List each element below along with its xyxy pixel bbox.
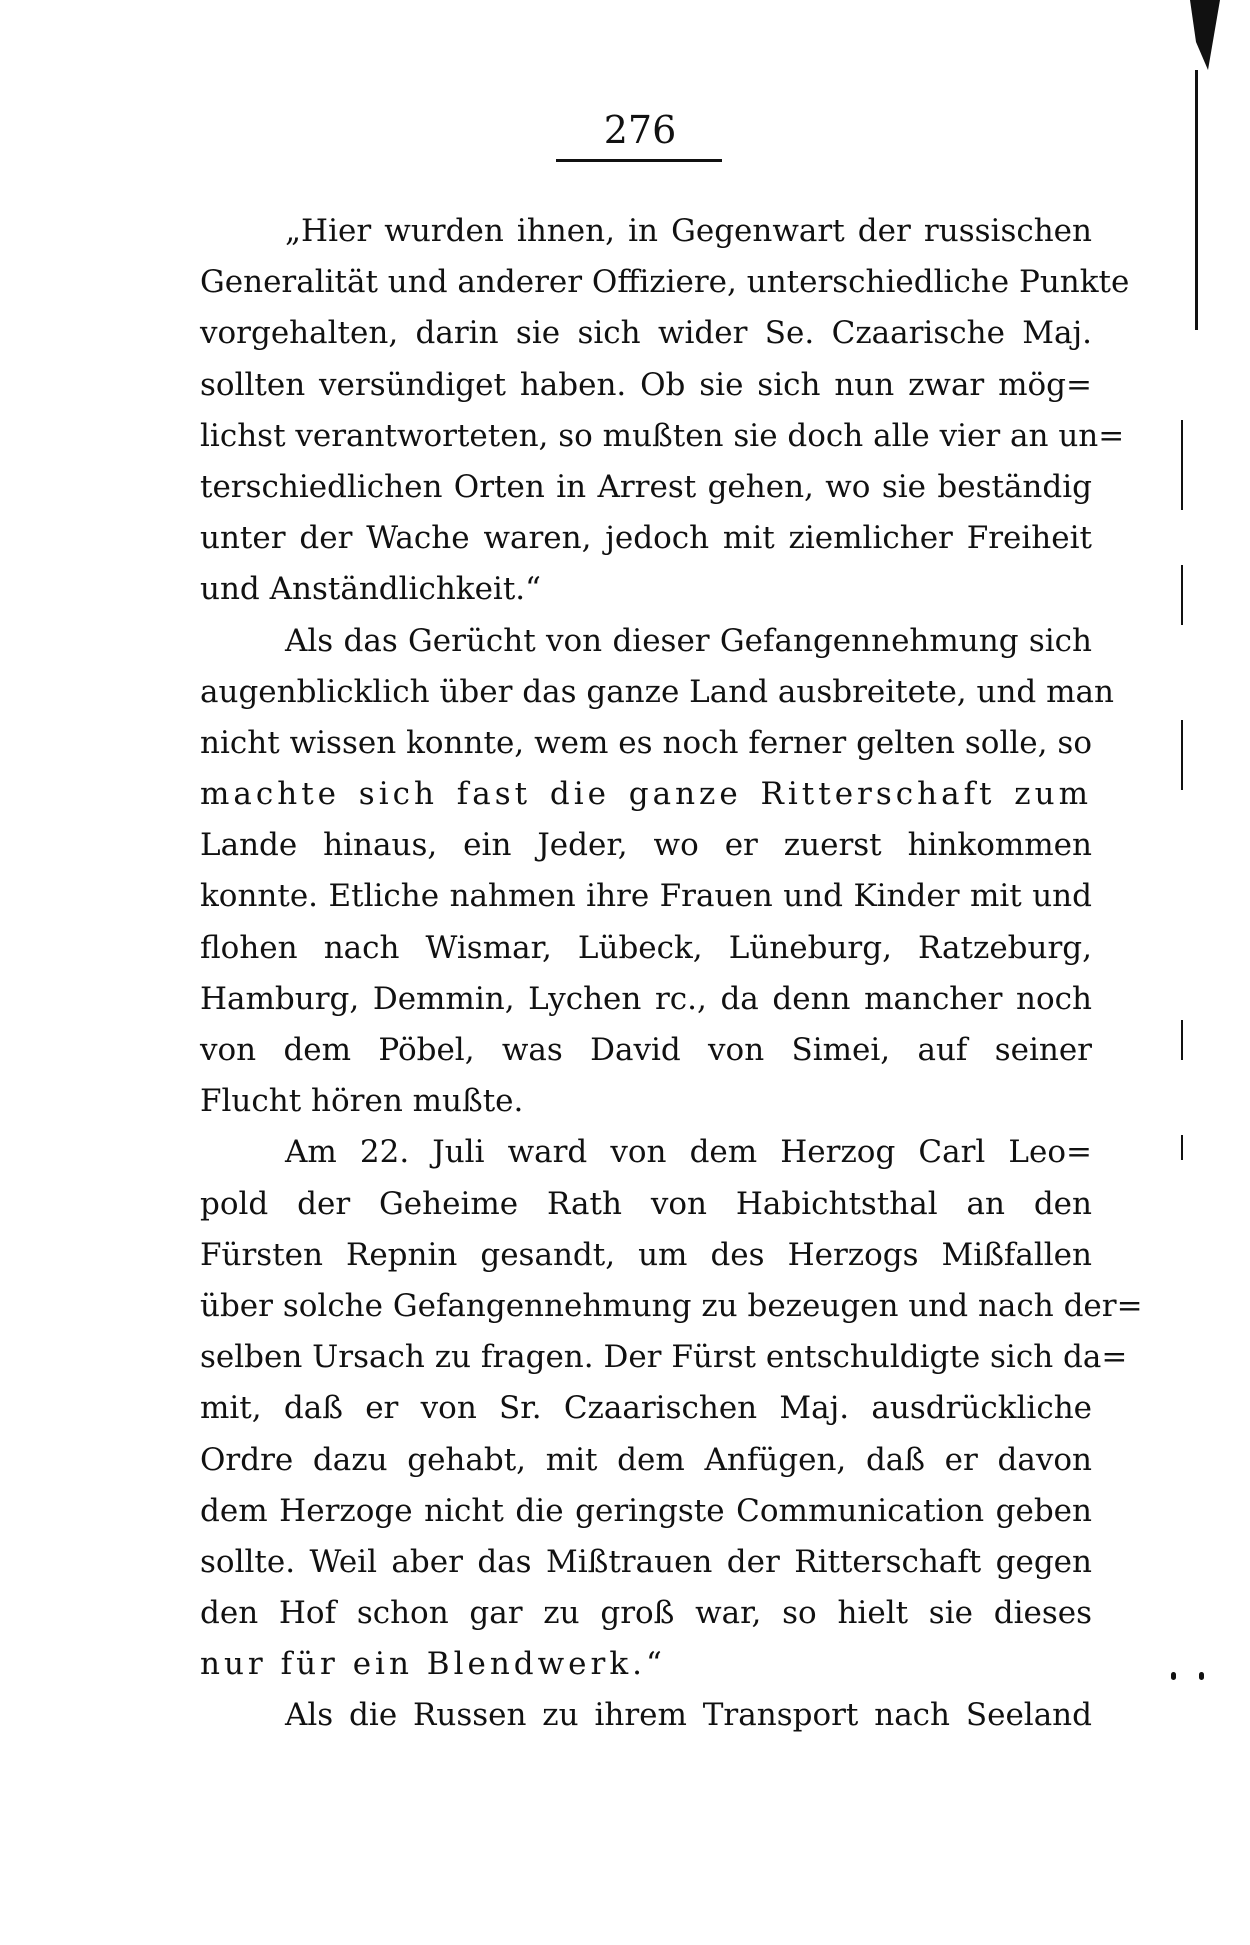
text-line: mit, daß er von Sr. Czaarischen Maj. ausdrückliche <box>200 1390 1092 1427</box>
scan-edge-dot <box>1171 1672 1176 1680</box>
text-line: Als das Gerücht von dieser Gefangennehmung sich <box>285 622 1092 659</box>
text-line: unter der Wache waren, jedoch mit ziemlicher Freiheit <box>200 520 1092 557</box>
scan-edge-line <box>1181 1135 1183 1160</box>
text-line: Als die Russen zu ihrem Transport nach Seeland <box>285 1697 1092 1734</box>
text-line: lichst verantworteten, so mußten sie doch alle vier an un= <box>200 417 1125 454</box>
header-rule <box>556 159 722 162</box>
text-line: pold der Geheime Rath von Habichtsthal an den <box>200 1185 1092 1222</box>
text-line: Ordre dazu gehabt, mit dem Anfügen, daß er davon <box>200 1441 1092 1478</box>
page-number: 276 <box>603 108 677 152</box>
text-line: Lande hinaus, ein Jeder, wo er zuerst hinkommen <box>200 827 1092 864</box>
text-line: machte sich fast die ganze Ritterschaft zum <box>200 776 1092 813</box>
text-line: dem Herzoge nicht die geringste Communication geben <box>200 1492 1092 1529</box>
text-line: nur für ein Blendwerk.“ <box>200 1646 666 1683</box>
text-line: vorgehalten, darin sie sich wider Se. Czaarische Maj. <box>200 315 1092 352</box>
text-line: augenblicklich über das ganze Land ausbreitete, und man <box>200 673 1114 710</box>
text-line: über solche Gefangennehmung zu bezeugen und nach der= <box>200 1287 1143 1324</box>
text-line: „Hier wurden ihnen, in Gegenwart der russischen <box>285 213 1092 249</box>
text-line: Am 22. Juli ward von dem Herzog Carl Leo= <box>285 1134 1092 1171</box>
scan-edge-dot <box>1199 1672 1204 1680</box>
text-line: sollte. Weil aber das Mißtrauen der Ritterschaft gegen <box>200 1543 1092 1580</box>
text-line: Fürsten Repnin gesandt, um des Herzogs Mißfallen <box>200 1236 1092 1273</box>
text-line: selben Ursach zu fragen. Der Fürst entschuldigte sich da= <box>200 1339 1128 1376</box>
text-line: flohen nach Wismar, Lübeck, Lüneburg, Ratzeburg, <box>200 929 1092 966</box>
text-line: und Anständlichkeit.“ <box>200 571 541 608</box>
text-line: terschiedlichen Orten in Arrest gehen, wo sie beständig <box>200 468 1092 505</box>
scan-edge-mark <box>1190 0 1220 70</box>
text-line: Hamburg, Demmin, Lychen rc., da denn mancher noch <box>200 980 1092 1017</box>
scan-edge-line <box>1195 70 1198 330</box>
text-line: nicht wissen konnte, wem es noch ferner gelten solle, so <box>200 724 1092 761</box>
scan-edge-line <box>1181 420 1183 510</box>
text-line: von dem Pöbel, was David von Simei, auf seiner <box>200 1032 1092 1068</box>
text-line: den Hof schon gar zu groß war, so hielt sie dieses <box>200 1595 1092 1632</box>
body-text <box>200 206 1143 1742</box>
scan-edge-line <box>1181 1020 1183 1060</box>
text-line: konnte. Etliche nahmen ihre Frauen und Kinder mit und <box>200 878 1092 915</box>
text-line: Flucht hören mußte. <box>200 1083 524 1120</box>
text-line: Generalität und anderer Offiziere, unterschiedliche Punkte <box>200 264 1130 301</box>
scan-edge-line <box>1181 720 1183 790</box>
scan-edge-line <box>1181 565 1183 625</box>
text-line: sollten versündiget haben. Ob sie sich nun zwar mög= <box>200 366 1092 403</box>
